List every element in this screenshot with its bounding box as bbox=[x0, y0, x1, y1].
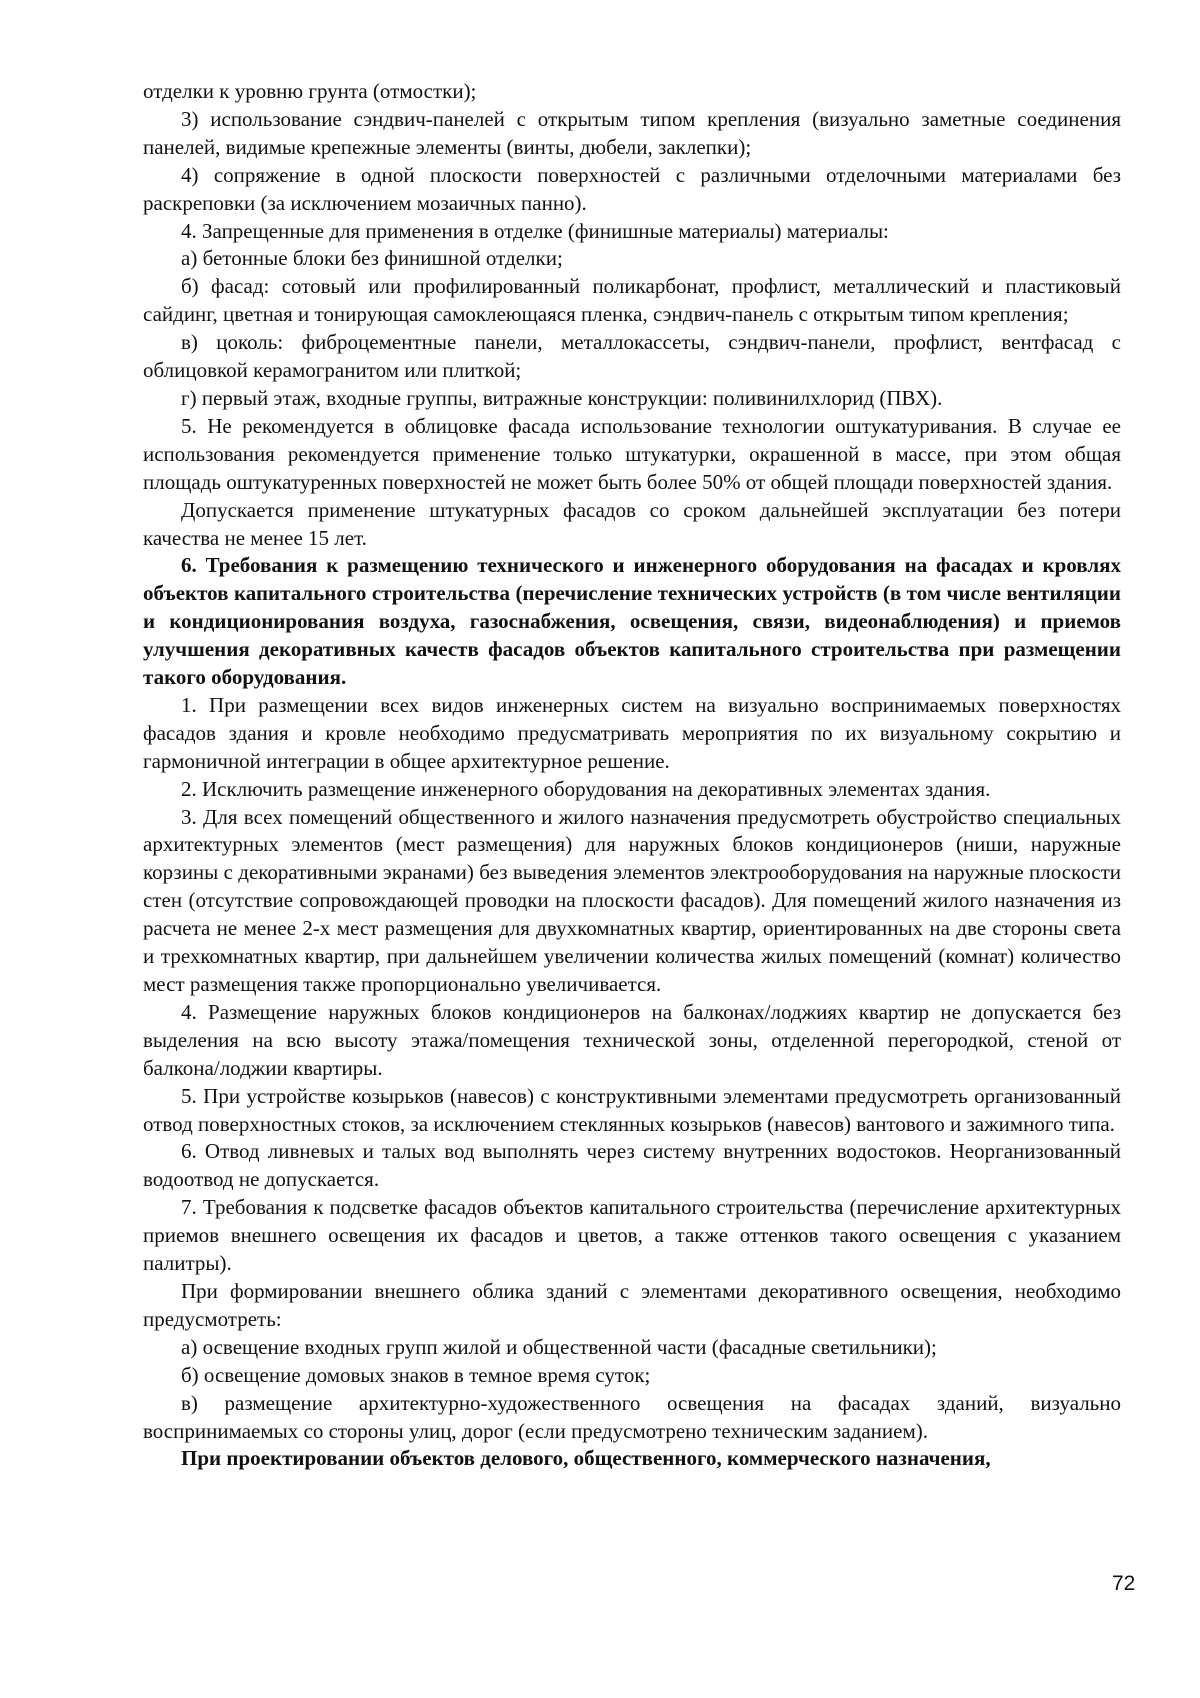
list-item-a-concrete-blocks: а) бетонные блоки без финишной отделки; bbox=[181, 246, 563, 271]
list-item-3-sandwich-panels: 3) использование сэндвич-панелей с открытым типом крепления (визуально заметные соединения панелей, видимые крепежные элементы (винты, дюбели, заклепки); bbox=[143, 106, 1121, 159]
list-item-b-house-signs: б) освещение домовых знаков в темное время суток; bbox=[181, 1362, 651, 1387]
document-body bbox=[143, 78, 1121, 1473]
paragraph-business-objects: При проектировании объектов делового, общественного, коммерческого назначения, bbox=[181, 1446, 991, 1471]
item-3-air-conditioner-places: 3. Для всех помещений общественного и жилого назначения предусмотреть обустройство специальных архитектурных элементов (мест размещения) для наружных блоков кондиционеров (ниши, наружные корзины с декоративными экранами) без выведения элементов электрооборудования на наружные плоскости стен (отсутствие сопровождающей проводки на плоскости фасадов). Для помещений жилого назначения из расчета не менее 2-х мест размещения для двухкомнатных квартир, ориентированных на две стороны света и трехкомнатных квартир, при дальнейшем увеличении количества жилых помещений (комнат) количество мест размещения также пропорционально увеличивается. bbox=[143, 804, 1121, 996]
paragraph-decorative-lighting: При формировании внешнего облика зданий с элементами декоративного освещения, необходимо предусмотреть: bbox=[143, 1278, 1121, 1331]
list-item-v-plinth: в) цоколь: фиброцементные панели, металлокассеты, сэндвич-панели, профлист, вентфасад с облицовкой керамогранитом или плиткой; bbox=[143, 330, 1121, 383]
section-6-heading: 6. Требования к размещению технического и инженерного оборудования на фасадах и кровлях объектов капитального строительства (перечисление технических устройств (в том числе вентиляции и кондиционирования воздуха, газоснабжения, освещения, связи, видеонаблюдения) и приемов улучшения декоративных качеств фасадов объектов капитального строительства при размещении такого оборудования. bbox=[143, 553, 1121, 690]
section-5-plastering: 5. Не рекомендуется в облицовке фасада использование технологии оштукатуривания. В случае ее использования рекомендуется применение только штукатурки, окрашенной в массе, при этом общая площадь оштукатуренных поверхностей не может быть более 50% от общей площади поверхностей здания. bbox=[143, 413, 1121, 494]
list-item-v-architectural-lighting: в) размещение архитектурно-художественного освещения на фасадах зданий, визуально воспринимаемых со стороны улиц, дорог (если предусмотрено техническим заданием). bbox=[143, 1390, 1121, 1443]
item-5-canopies: 5. При устройстве козырьков (навесов) с конструктивными элементами предусмотреть организованный отвод поверхностных стоков, за исключением стеклянных козырьков (навесов) вантового и зажимного типа. bbox=[143, 1083, 1121, 1136]
list-item-b-facade: б) фасад: сотовый или профилированный поликарбонат, профлист, металлический и пластиковый сайдинг, цветная и тонирующая самоклеющаяся пленка, сэндвич-панель с открытым типом крепления; bbox=[143, 274, 1121, 327]
paragraph-plaster-facades: Допускается применение штукатурных фасадов со сроком дальнейшей эксплуатации без потери качества не менее 15 лет. bbox=[143, 497, 1121, 550]
item-6-drainage: 6. Отвод ливневых и талых вод выполнять через систему внутренних водостоков. Неорганизованный водоотвод не допускается. bbox=[143, 1139, 1121, 1192]
page-number: 72 bbox=[1112, 1572, 1136, 1595]
section-4-prohibited-materials: 4. Запрещенные для применения в отделке (финишные материалы) материалы: bbox=[181, 218, 889, 243]
list-item-a-entrance-lighting: а) освещение входных групп жилой и общественной части (фасадные светильники); bbox=[181, 1334, 937, 1359]
item-1-engineering-systems: 1. При размещении всех видов инженерных систем на визуально воспринимаемых поверхностях фасадов здания и кровле необходимо предусматривать мероприятия по их визуальному сокрытию и гармоничной интеграции в общее архитектурное решение. bbox=[143, 692, 1121, 773]
item-7-facade-lighting: 7. Требования к подсветке фасадов объектов капитального строительства (перечисление архитектурных приемов внешнего освещения их фасадов и цветов, а также оттенков такого освещения с указанием палитры). bbox=[143, 1195, 1121, 1276]
item-2-decorative-elements: 2. Исключить размещение инженерного оборудования на декоративных элементах здания. bbox=[181, 776, 991, 801]
item-4-balcony-units: 4. Размещение наружных блоков кондиционеров на балконах/лоджиях квартир не допускается без выделения на всю высоту этажа/помещения технической зоны, отделенной перегородкой, стеной от балкона/лоджии квартиры. bbox=[143, 999, 1121, 1080]
list-item-4-surface-junction: 4) сопряжение в одной плоскости поверхностей с различными отделочными материалами без раскреповки (за исключением мозаичных панно). bbox=[143, 162, 1121, 215]
paragraph-continuation: отделки к уровню грунта (отмостки); bbox=[143, 79, 477, 103]
list-item-g-first-floor: г) первый этаж, входные группы, витражные конструкции: поливинилхлорид (ПВХ). bbox=[181, 385, 943, 410]
